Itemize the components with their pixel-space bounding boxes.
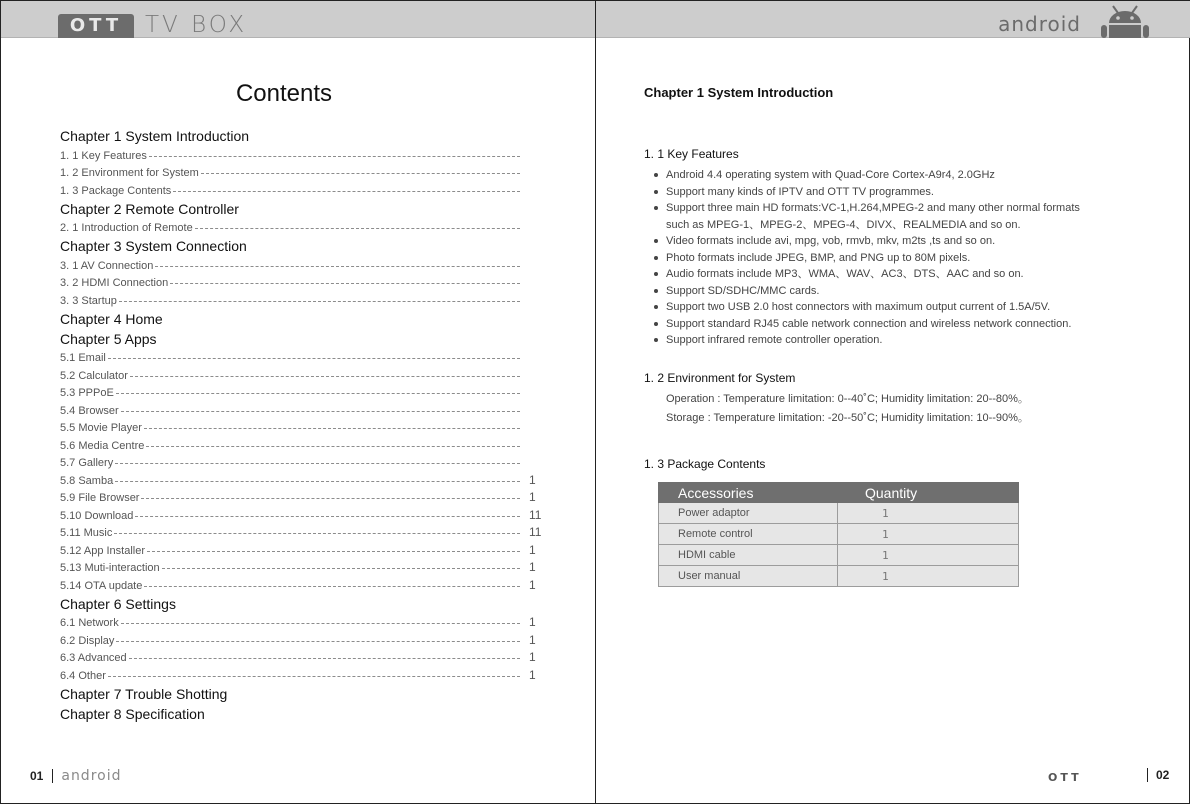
toc-label: Chapter 3 System Connection: [60, 238, 247, 254]
feature-text: Support two USB 2.0 host connectors with maximum output current of 1.5A/5V.: [666, 301, 1051, 313]
toc-page-number: 1: [529, 615, 536, 629]
feature-bullet: [654, 233, 1154, 250]
toc-label: 5.9 File Browser: [60, 492, 140, 504]
toc-leader-dots: [141, 498, 520, 499]
accessories-header: Accessories: [659, 483, 838, 503]
toc-page-number: 1: [529, 560, 536, 574]
toc-label: 5.13 Muti-interaction: [60, 562, 160, 574]
toc-leader-dots: [108, 676, 520, 677]
footer-brand: android: [61, 768, 122, 784]
toc-chapter[interactable]: [60, 592, 550, 612]
feature-text: Audio formats include MP3、WMA、WAV、AC3、DTS、AAC and so on.: [666, 268, 1024, 280]
toc-leader-dots: [195, 228, 520, 229]
toc-label: 3. 2 HDMI Connection: [60, 277, 169, 289]
toc-page-number: 1: [529, 667, 536, 682]
table-header-row: [659, 483, 1019, 503]
toc-label: Chapter 5 Apps: [60, 330, 157, 347]
footer-ott-logo: OTT: [1048, 771, 1082, 784]
feature-text: Support three main HD formats:VC-1,H.264,MPEG-2 and many other normal formats: [666, 202, 1080, 214]
toc-item[interactable]: [60, 522, 550, 540]
feature-text: Photo formats include JPEG, BMP, and PNG up to 80M pixels.: [666, 251, 971, 264]
toc-leader-dots: [135, 516, 520, 517]
toc-item[interactable]: [60, 162, 550, 180]
feature-text: Android 4.4 operating system with Quad-Core Cortex-A9r4, 2.0GHz: [666, 169, 995, 181]
toc-label: 6.2 Display: [60, 634, 115, 647]
toc-leader-dots: [147, 551, 520, 552]
contents-page: [1, 1, 596, 804]
toc-label: 6.1 Network: [60, 617, 119, 629]
table-row: [659, 545, 1019, 566]
toc-item[interactable]: [60, 272, 550, 290]
toc-label: 5.4 Browser: [60, 404, 119, 417]
operation-conditions: Operation : Temperature limitation: 0--40˚C; Humidity limitation: 20--80%。: [666, 393, 1029, 405]
toc-leader-dots: [115, 481, 520, 482]
toc-item[interactable]: [60, 382, 550, 400]
page-title: Contents: [235, 80, 333, 107]
toc-leader-dots: [170, 283, 520, 284]
feature-bullet: [654, 283, 1154, 300]
toc-label: 5.6 Media Centre: [60, 439, 145, 452]
toc-leader-dots: [155, 266, 520, 267]
quantity-header: Quantity: [838, 483, 1019, 503]
toc-item[interactable]: [60, 417, 550, 435]
bullet-dot-icon: [654, 256, 658, 260]
toc-item[interactable]: [60, 539, 550, 557]
toc-item[interactable]: [60, 364, 550, 382]
toc-label: 5.3 PPPoE: [60, 387, 114, 399]
feature-bullet: [654, 184, 1154, 201]
bullet-dot-icon: [654, 305, 658, 309]
feature-bullet: [654, 250, 1154, 267]
toc-item[interactable]: [60, 144, 550, 162]
introduction-page: [596, 1, 1190, 804]
toc-item[interactable]: [60, 434, 550, 452]
toc-leader-dots: [121, 411, 520, 412]
package-contents-table: [658, 482, 1019, 587]
toc-item[interactable]: [60, 629, 550, 647]
toc-item[interactable]: [60, 504, 550, 522]
feature-bullet: [654, 299, 1154, 316]
toc-item[interactable]: [60, 487, 550, 505]
page-number: 02: [1156, 768, 1170, 782]
toc-label: 1. 2 Environment for System: [60, 167, 199, 179]
toc-item[interactable]: [60, 452, 550, 470]
footer-divider: [52, 769, 53, 783]
left-footer: [30, 768, 122, 784]
toc-label: 2. 1 Introduction of Remote: [60, 222, 193, 234]
toc-page-number: 1: [529, 632, 536, 647]
toc-label: Chapter 4 Home: [60, 310, 163, 327]
toc-item[interactable]: [60, 612, 550, 630]
toc-page-number: 1: [529, 490, 536, 504]
toc-page-number: 1: [529, 542, 536, 557]
toc-leader-dots: [130, 376, 520, 377]
toc-label: 1. 1 Key Features: [60, 149, 147, 162]
bullet-dot-icon: [654, 173, 658, 177]
table-row: [659, 566, 1019, 587]
header-band: [1, 1, 595, 38]
toc-item[interactable]: [60, 399, 550, 417]
feature-text: Support SD/SDHC/MMC cards.: [666, 284, 820, 297]
toc-chapter[interactable]: [60, 234, 550, 254]
toc-item[interactable]: [60, 469, 550, 487]
toc-leader-dots: [121, 623, 520, 624]
bullet-dot-icon: [654, 289, 658, 293]
toc-label: 5.12 App Installer: [60, 544, 146, 557]
toc-label: Chapter 6 Settings: [60, 595, 176, 612]
header-band: [596, 1, 1190, 38]
ott-logo: OTT: [58, 14, 134, 38]
toc-label: 5.10 Download: [60, 509, 134, 522]
accessory-cell: Power adaptor: [659, 503, 838, 524]
toc-page-number: 11: [529, 507, 542, 522]
toc-leader-dots: [114, 533, 520, 534]
footer-divider: [1147, 768, 1148, 782]
quantity-cell: 1: [838, 545, 1019, 566]
package-contents-title: 1. 3 Package Contents: [644, 457, 766, 471]
feature-bullet: [654, 167, 1154, 184]
toc-label: Chapter 2 Remote Controller: [60, 200, 239, 217]
toc-item[interactable]: [60, 179, 550, 197]
toc-chapter[interactable]: [60, 307, 550, 327]
quantity-cell: 1: [838, 566, 1019, 587]
feature-bullet: [654, 316, 1154, 333]
bullet-dot-icon: [654, 239, 658, 243]
toc-label: 5.2 Calculator: [60, 369, 128, 382]
toc-label: 5.14 OTA update: [60, 579, 143, 592]
storage-conditions: Storage : Temperature limitation: -20--50˚C; Humidity limitation: 10--90%。: [666, 412, 1029, 424]
toc-label: Chapter 8 Specification: [60, 705, 205, 722]
toc-item[interactable]: [60, 254, 550, 272]
android-robot-icon: [1099, 4, 1151, 38]
toc-leader-dots: [144, 428, 520, 429]
toc-page-number: 1: [529, 577, 536, 592]
quantity-cell: 1: [838, 503, 1019, 524]
quantity-cell: 1: [838, 524, 1019, 545]
tv-box-logo-text: TV BOX: [145, 12, 248, 38]
toc-label: 3. 3 Startup: [60, 294, 117, 307]
table-row: [659, 503, 1019, 524]
toc-leader-dots: [119, 301, 520, 302]
toc-leader-dots: [129, 658, 520, 659]
page-number: 01: [30, 769, 44, 783]
toc-leader-dots: [115, 463, 520, 464]
toc-label: 6.4 Other: [60, 669, 106, 682]
toc-chapter[interactable]: [60, 124, 550, 144]
toc-item[interactable]: [60, 647, 550, 665]
toc-item[interactable]: [60, 557, 550, 575]
feature-text: Support infrared remote controller operation.: [666, 334, 883, 346]
toc-page-number: 1: [529, 472, 536, 487]
right-footer: [1138, 768, 1169, 782]
toc-label: 6.3 Advanced: [60, 652, 127, 664]
toc-leader-dots: [116, 393, 520, 394]
bullet-dot-icon: [654, 338, 658, 342]
key-features-title: 1. 1 Key Features: [644, 147, 739, 161]
toc-leader-dots: [146, 446, 520, 447]
environment-title: 1. 2 Environment for System: [644, 371, 796, 385]
toc-item[interactable]: [60, 664, 550, 682]
table-of-contents: [60, 124, 550, 722]
toc-leader-dots: [162, 568, 520, 569]
toc-label: Chapter 1 System Introduction: [60, 128, 250, 144]
feature-text: Support standard RJ45 cable network connection and wireless network connection.: [666, 317, 1072, 330]
toc-chapter[interactable]: [60, 682, 550, 702]
toc-item[interactable]: [60, 289, 550, 307]
toc-page-number: 11: [529, 525, 542, 539]
key-features-list: [654, 167, 1154, 349]
toc-label: Chapter 7 Trouble Shotting: [60, 685, 228, 702]
accessory-cell: User manual: [659, 566, 838, 587]
toc-item[interactable]: [60, 217, 550, 235]
toc-page-number: 1: [529, 650, 536, 664]
toc-label: 5.5 Movie Player: [60, 422, 142, 434]
toc-chapter[interactable]: [60, 327, 550, 347]
bullet-dot-icon: [654, 322, 658, 326]
accessory-cell: HDMI cable: [659, 545, 838, 566]
toc-leader-dots: [149, 156, 520, 157]
accessory-cell: Remote control: [659, 524, 838, 545]
feature-text: Support many kinds of IPTV and OTT TV programmes.: [666, 185, 934, 198]
toc-label: 3. 1 AV Connection: [60, 259, 154, 272]
bullet-dot-icon: [654, 190, 658, 194]
toc-item[interactable]: [60, 347, 550, 365]
android-wordmark: android: [998, 12, 1081, 36]
toc-leader-dots: [108, 358, 520, 359]
toc-chapter[interactable]: [60, 702, 550, 722]
toc-label: 5.8 Samba: [60, 474, 114, 487]
feature-bullet: [654, 332, 1154, 349]
toc-label: 1. 3 Package Contents: [60, 184, 172, 197]
toc-leader-dots: [144, 586, 520, 587]
feature-bullet-continuation: such as MPEG-1、MPEG-2、MPEG-4、DIVX、REALMEDIA and so on.: [666, 218, 1021, 231]
toc-label: 5.7 Gallery: [60, 457, 114, 469]
toc-item[interactable]: [60, 574, 550, 592]
feature-text: Video formats include avi, mpg, vob, rmvb, mkv, m2ts ,ts and so on.: [666, 235, 996, 247]
chapter-title: Chapter 1 System Introduction: [644, 85, 834, 100]
table-row: [659, 524, 1019, 545]
feature-bullet: [654, 200, 1154, 217]
toc-label: 5.1 Email: [60, 352, 106, 364]
toc-leader-dots: [116, 641, 520, 642]
bullet-dot-icon: [654, 206, 658, 210]
toc-leader-dots: [173, 191, 520, 192]
feature-bullet: [654, 266, 1154, 283]
toc-label: 5.11 Music: [60, 527, 113, 539]
toc-chapter[interactable]: [60, 197, 550, 217]
toc-leader-dots: [201, 173, 520, 174]
bullet-dot-icon: [654, 272, 658, 276]
